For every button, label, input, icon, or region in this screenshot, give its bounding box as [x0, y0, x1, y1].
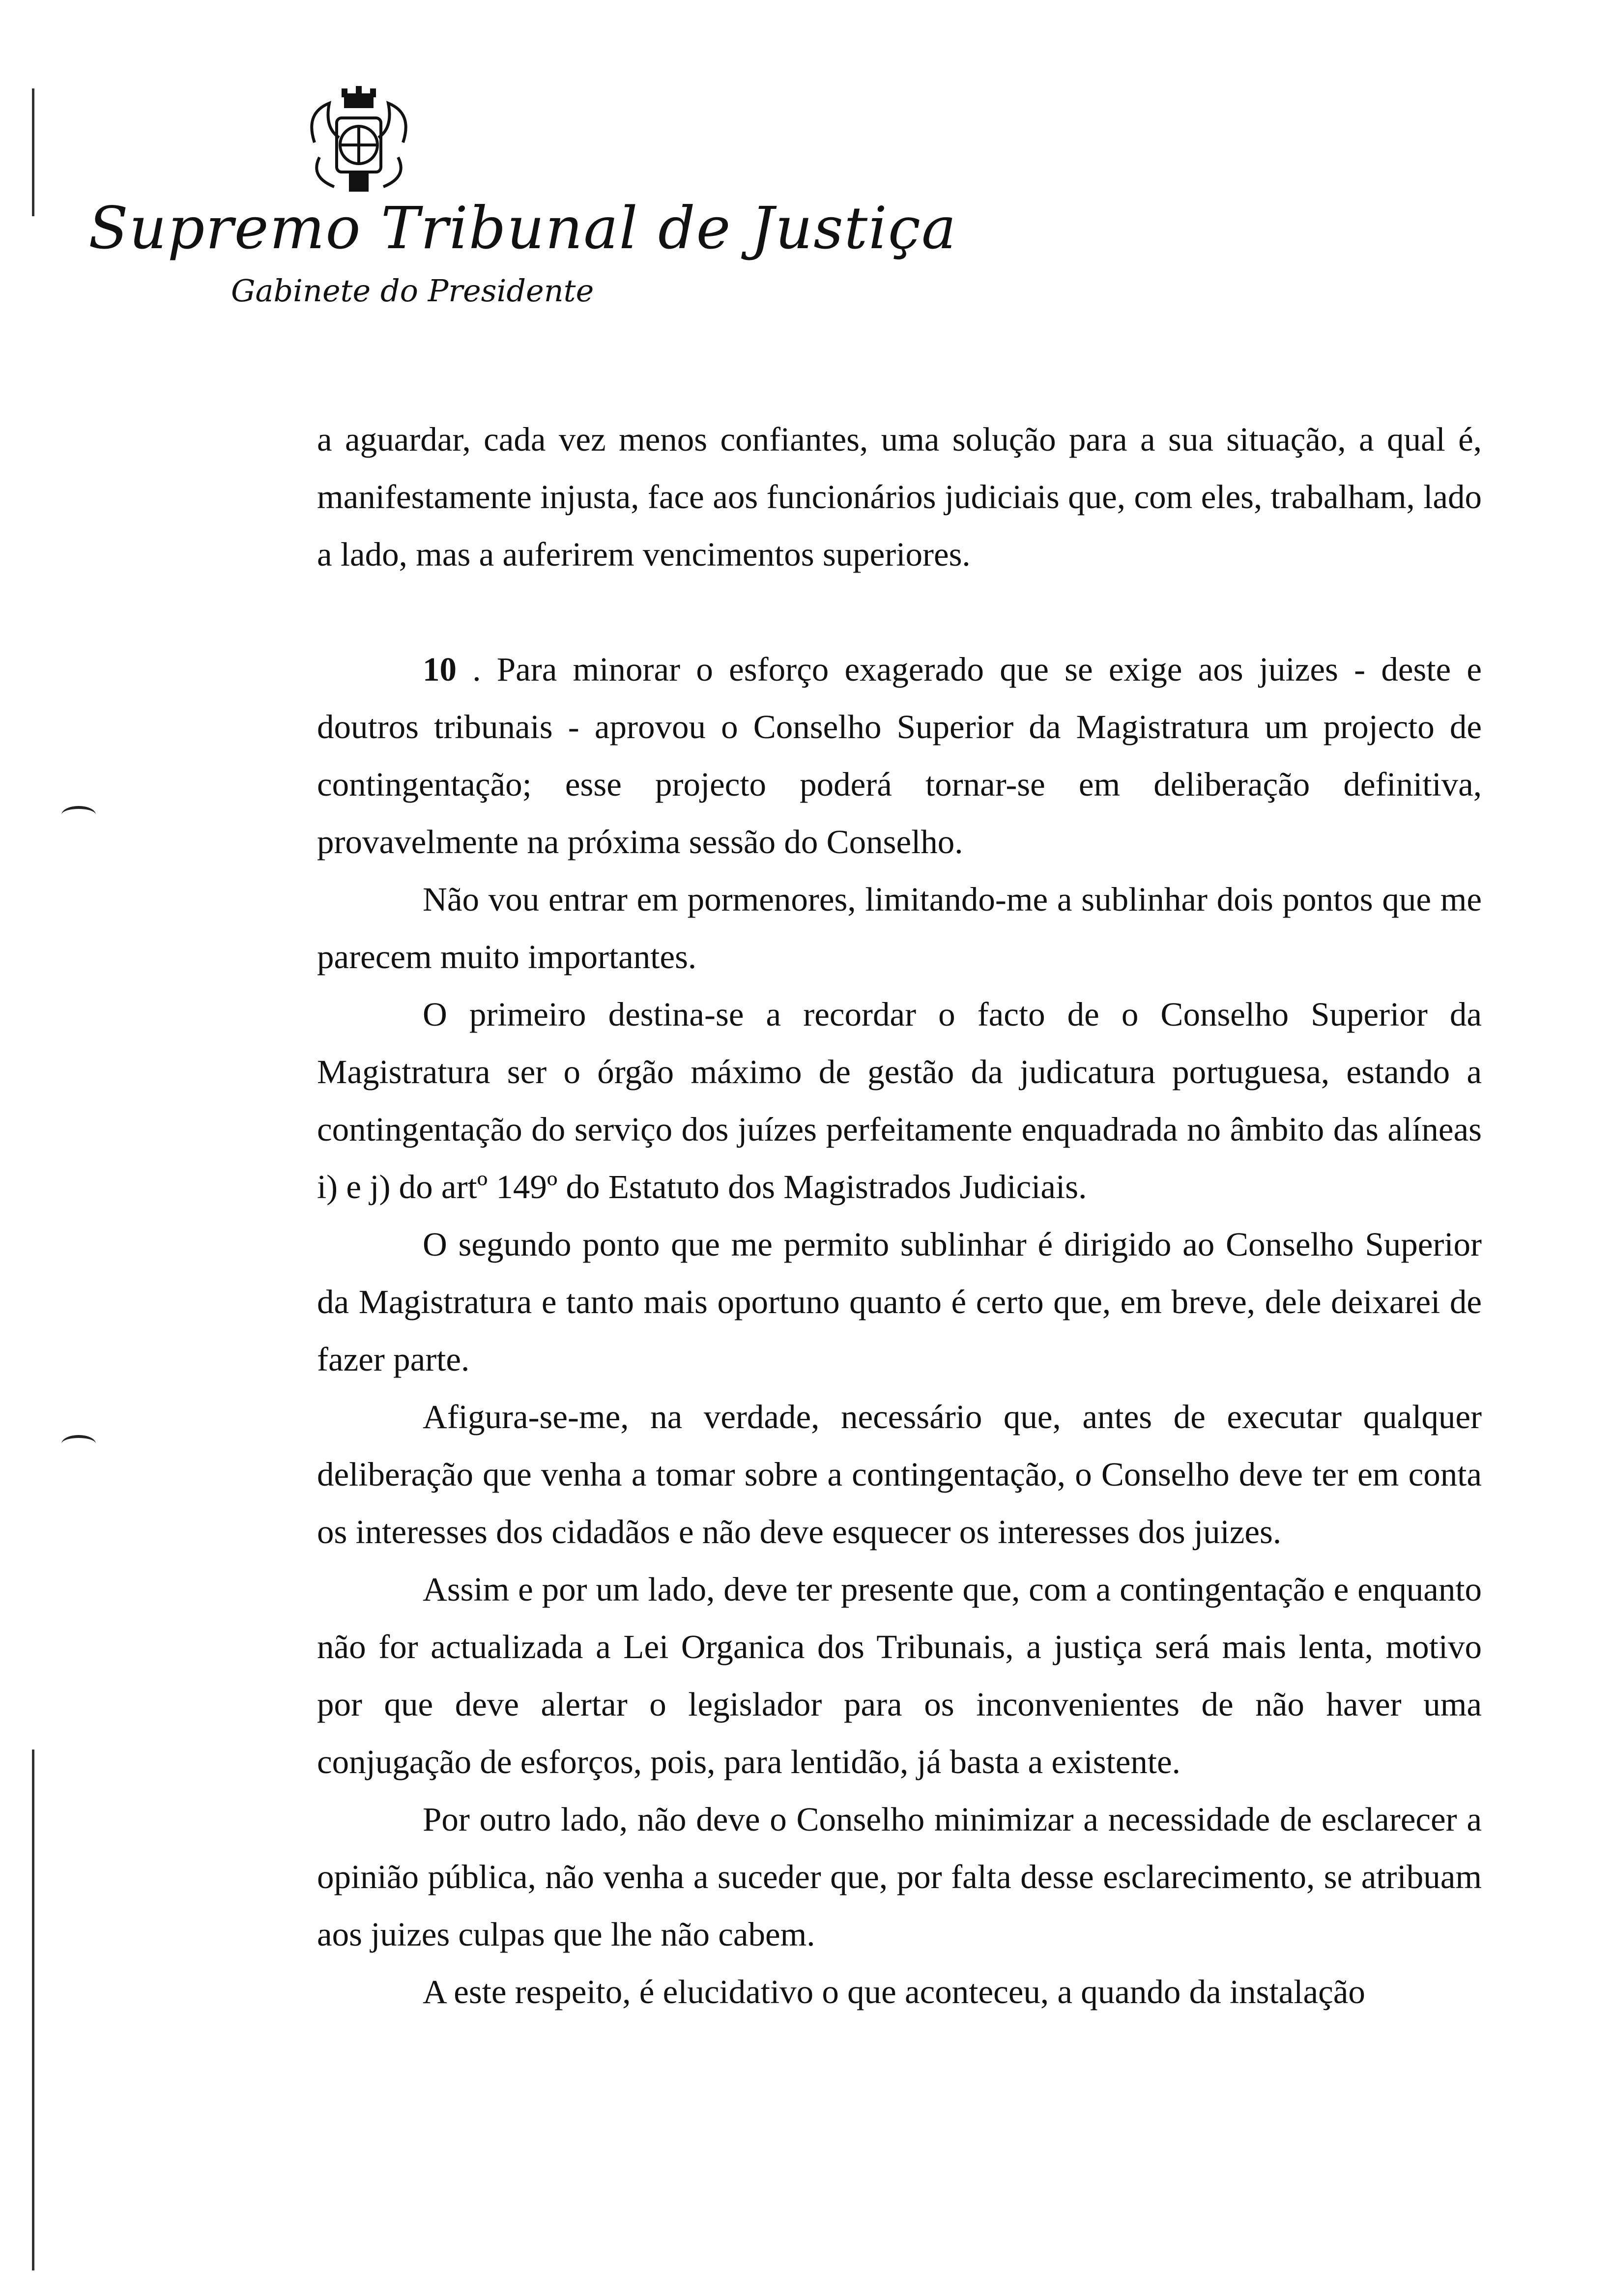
paragraph: a aguardar, cada vez menos confiantes, uma solução para a sua situação, a qual é, manifestamente injusta, face aos funcionários judiciais que, com eles, trabalham, lado a lado, mas a auferirem vencimentos superiores.: [317, 421, 1482, 573]
document-body: [317, 411, 1482, 2021]
header-title: Supremo Tribunal de Justiça: [88, 194, 957, 262]
paragraph: Assim e por um lado, deve ter presente que, com a contingentação e enquanto não for actualizada a Lei Organica dos Tribunais, a justiça será mais lenta, motivo por que deve alertar o legislador para os inconvenientes de não haver uma conjugação de esforços, pois, para lentidão, já basta a existente.: [317, 1571, 1482, 1780]
paragraph: Não vou entrar em pormenores, limitando-me a sublinhar dois pontos que me parecem muito importantes.: [317, 881, 1482, 976]
margin-mark: [61, 1435, 96, 1453]
margin-line: [32, 88, 34, 216]
header-subtitle: Gabinete do Presidente: [231, 273, 594, 309]
margin-line: [32, 1750, 34, 2270]
section-10-paragraph: [317, 641, 1482, 871]
margin-mark: [61, 806, 96, 824]
coat-of-arms-emblem: [295, 84, 423, 201]
paragraph: Afigura-se-me, na verdade, necessário que, antes de executar qualquer deliberação que venha a tomar sobre a contingentação, o Conselho deve ter em conta os interesses dos cidadãos e não deve esquecer os interesses dos juizes.: [317, 1398, 1482, 1550]
paragraph: O primeiro destina-se a recordar o facto de o Conselho Superior da Magistratura ser o órgão máximo de gestão da judicatura portuguesa, estando a contingentação do serviço dos juízes perfeitamente enquadrada no âmbito das alíneas i) e j) do artº 149º do Estatuto dos Magistrados Judiciais.: [317, 996, 1482, 1205]
paragraph: O segundo ponto que me permito sublinhar é dirigido ao Conselho Superior da Magistratura e tanto mais oportuno quanto é certo que, em breve, dele deixarei de fazer parte.: [317, 1226, 1482, 1378]
paragraph: Por outro lado, não deve o Conselho minimizar a necessidade de esclarecer a opinião pública, não venha a suceder que, por falta desse esclarecimento, se atribuam aos juizes culpas que lhe não cabem.: [317, 1801, 1482, 1953]
section-number: 10: [423, 651, 457, 688]
paragraph: A este respeito, é elucidativo o que aconteceu, a quando da instalação: [423, 1973, 1365, 2010]
section-text: . Para minorar o esforço exagerado que se exige aos juizes - deste e doutros tribunais - aprovou o Conselho Superior da Magistratura um projecto de contingentação; esse projecto poderá tornar-se em deliberação definitiva, provavelmente na próxima sessão do Conselho.: [317, 651, 1482, 861]
